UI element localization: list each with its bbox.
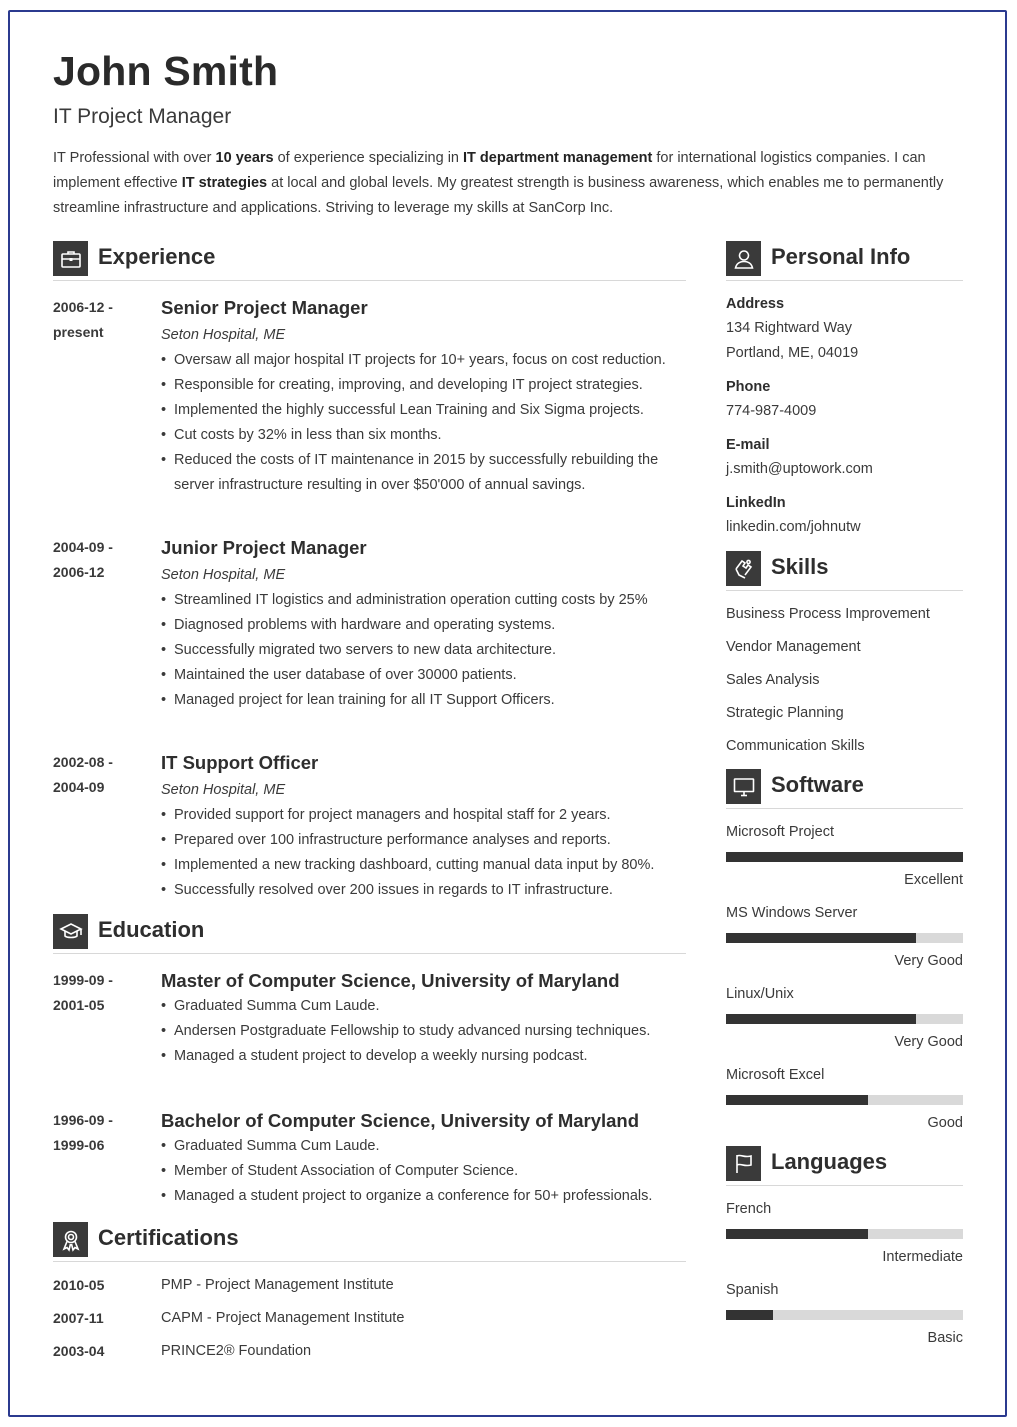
award-ribbon-icon	[53, 1222, 88, 1257]
address-label: Address	[726, 296, 785, 312]
summary-highlight: IT department management	[463, 150, 653, 166]
languages-heading: Languages	[771, 1149, 888, 1174]
job-title: Junior Project Manager	[161, 537, 367, 558]
flag-icon	[726, 1146, 761, 1181]
bar-fill	[726, 1310, 773, 1320]
phone-value: 774-987-4009	[726, 403, 817, 419]
job-title: Senior Project Manager	[161, 297, 368, 318]
skill-item: Business Process Improvement	[726, 606, 930, 622]
bar-fill	[726, 1229, 868, 1239]
phone-label: Phone	[726, 379, 771, 395]
job-place: Seton Hospital, ME	[161, 782, 286, 798]
language-name: French	[726, 1201, 772, 1217]
job-bullets	[161, 588, 691, 713]
software-name: Linux/Unix	[726, 986, 794, 1002]
degree-title: Master of Computer Science, University of Maryland	[161, 970, 620, 991]
list-item: • Graduated Summa Cum Laude.	[161, 994, 701, 1019]
personal-info-heading: Personal Info	[771, 244, 911, 269]
degree-bullets	[161, 994, 701, 1069]
summary-highlight: 10 years	[215, 150, 274, 166]
list-item: • Managed a student project to develop a weekly nursing podcast.	[161, 1044, 701, 1069]
list-item: • Reduced the costs of IT maintenance in 2015 by successfully rebuilding the server infrastructure resulting in over $50'000 of annual savings.	[161, 448, 691, 498]
summary-text: of experience specializing in	[273, 150, 464, 166]
user-icon	[726, 241, 761, 276]
personal-info-section-header	[726, 241, 963, 281]
software-level: Very Good	[894, 953, 963, 969]
certification-name: CAPM - Project Management Institute	[161, 1310, 405, 1326]
puzzle-hand-icon	[726, 551, 761, 586]
skill-item: Sales Analysis	[726, 672, 820, 688]
language-level: Basic	[927, 1330, 963, 1346]
certifications-section-header	[53, 1222, 686, 1262]
email-link[interactable]: j.smith@uptowork.com	[726, 461, 873, 477]
candidate-name: John Smith	[53, 48, 279, 94]
software-name: Microsoft Project	[726, 824, 834, 840]
job-place: Seton Hospital, ME	[161, 327, 286, 343]
software-name: Microsoft Excel	[726, 1067, 825, 1083]
degree-bullets	[161, 1134, 701, 1209]
list-item: • Implemented the highly successful Lean Training and Six Sigma projects.	[161, 398, 691, 423]
certification-name: PRINCE2® Foundation	[161, 1343, 312, 1359]
list-item: • Managed project for lean training for all IT Support Officers.	[161, 688, 691, 713]
list-item: • Successfully migrated two servers to new data architecture.	[161, 638, 691, 663]
software-section-header	[726, 769, 963, 809]
linkedin-label: LinkedIn	[726, 495, 786, 511]
bar-fill	[726, 1014, 916, 1024]
job-bullets	[161, 803, 691, 903]
summary-paragraph	[53, 146, 973, 221]
bar-fill	[726, 933, 916, 943]
summary-text: for international logistics companies. I can implement effective	[53, 150, 926, 191]
certification-date: 2007-11	[53, 1310, 104, 1326]
list-item: • Provided support for project managers and hospital staff for 2 years.	[161, 803, 691, 828]
skills-section-header	[726, 551, 963, 591]
list-item: • Responsible for creating, improving, and developing IT project strategies.	[161, 373, 691, 398]
entry-dates: 2002-08 - 2004-09	[53, 754, 113, 795]
skill-item: Strategic Planning	[726, 705, 844, 721]
skill-item: Vendor Management	[726, 639, 861, 655]
degree-title: Bachelor of Computer Science, University of Maryland	[161, 1110, 640, 1131]
list-item: • Maintained the user database of over 30000 patients.	[161, 663, 691, 688]
software-level-bar	[726, 1014, 963, 1024]
email-label: E-mail	[726, 437, 770, 453]
entry-dates: 2004-09 - 2006-12	[53, 539, 113, 580]
address-line1: 134 Rightward Way	[726, 320, 852, 336]
bar-fill	[726, 1095, 868, 1105]
software-level: Very Good	[894, 1034, 963, 1050]
list-item: • Cut costs by 32% in less than six months.	[161, 423, 691, 448]
certification-date: 2003-04	[53, 1343, 105, 1359]
job-place: Seton Hospital, ME	[161, 567, 286, 583]
language-name: Spanish	[726, 1282, 779, 1298]
address-line2: Portland, ME, 04019	[726, 345, 859, 361]
certification-name: PMP - Project Management Institute	[161, 1277, 394, 1293]
software-level-bar	[726, 933, 963, 943]
education-heading: Education	[98, 917, 205, 942]
entry-dates: 1999-09 - 2001-05	[53, 972, 113, 1013]
graduation-cap-icon	[53, 914, 88, 949]
candidate-title: IT Project Manager	[53, 105, 232, 128]
language-level: Intermediate	[882, 1249, 963, 1265]
software-level-bar	[726, 1095, 963, 1105]
certification-row	[53, 1310, 673, 1334]
bar-fill	[726, 852, 963, 862]
certification-date: 2010-05	[53, 1277, 105, 1293]
list-item: • Prepared over 100 infrastructure performance analyses and reports.	[161, 828, 691, 853]
language-level-bar	[726, 1229, 963, 1239]
certification-row	[53, 1343, 673, 1367]
language-level-bar	[726, 1310, 963, 1320]
software-level: Excellent	[904, 872, 963, 888]
summary-text: at local and global levels. My greatest strength is business awareness, which enables me to permanently streamline infrastructure and applications. Striving to leverage my skills at SanCorp Inc.	[53, 175, 944, 216]
skills-heading: Skills	[771, 554, 829, 579]
software-level: Good	[927, 1115, 963, 1131]
entry-dates: 1996-09 - 1999-06	[53, 1112, 113, 1153]
list-item: • Successfully resolved over 200 issues in regards to IT infrastructure.	[161, 878, 691, 903]
software-heading: Software	[771, 772, 864, 797]
summary-highlight: IT strategies	[181, 175, 268, 191]
experience-section-header	[53, 241, 686, 281]
monitor-icon	[726, 769, 761, 804]
education-section-header	[53, 914, 686, 954]
list-item: • Andersen Postgraduate Fellowship to study advanced nursing techniques.	[161, 1019, 701, 1044]
list-item: • Streamlined IT logistics and administration operation cutting costs by 25%	[161, 588, 691, 613]
list-item: • Managed a student project to organize a conference for 50+ professionals.	[161, 1184, 701, 1209]
list-item: • Member of Student Association of Computer Science.	[161, 1159, 701, 1184]
list-item: • Graduated Summa Cum Laude.	[161, 1134, 701, 1159]
list-item: • Oversaw all major hospital IT projects for 10+ years, focus on cost reduction.	[161, 348, 691, 373]
languages-section-header	[726, 1146, 963, 1186]
certification-row	[53, 1277, 673, 1301]
software-name: MS Windows Server	[726, 905, 858, 921]
experience-heading: Experience	[98, 244, 216, 269]
entry-dates: 2006-12 - present	[53, 299, 113, 340]
certifications-heading: Certifications	[98, 1225, 239, 1250]
briefcase-icon	[53, 241, 88, 276]
skill-item: Communication Skills	[726, 738, 865, 754]
software-level-bar	[726, 852, 963, 862]
job-bullets	[161, 348, 691, 498]
summary-text: IT Professional with over	[53, 150, 216, 166]
linkedin-link[interactable]: linkedin.com/johnutw	[726, 519, 861, 535]
list-item: • Diagnosed problems with hardware and operating systems.	[161, 613, 691, 638]
job-title: IT Support Officer	[161, 752, 319, 773]
list-item: • Implemented a new tracking dashboard, cutting manual data input by 80%.	[161, 853, 691, 878]
